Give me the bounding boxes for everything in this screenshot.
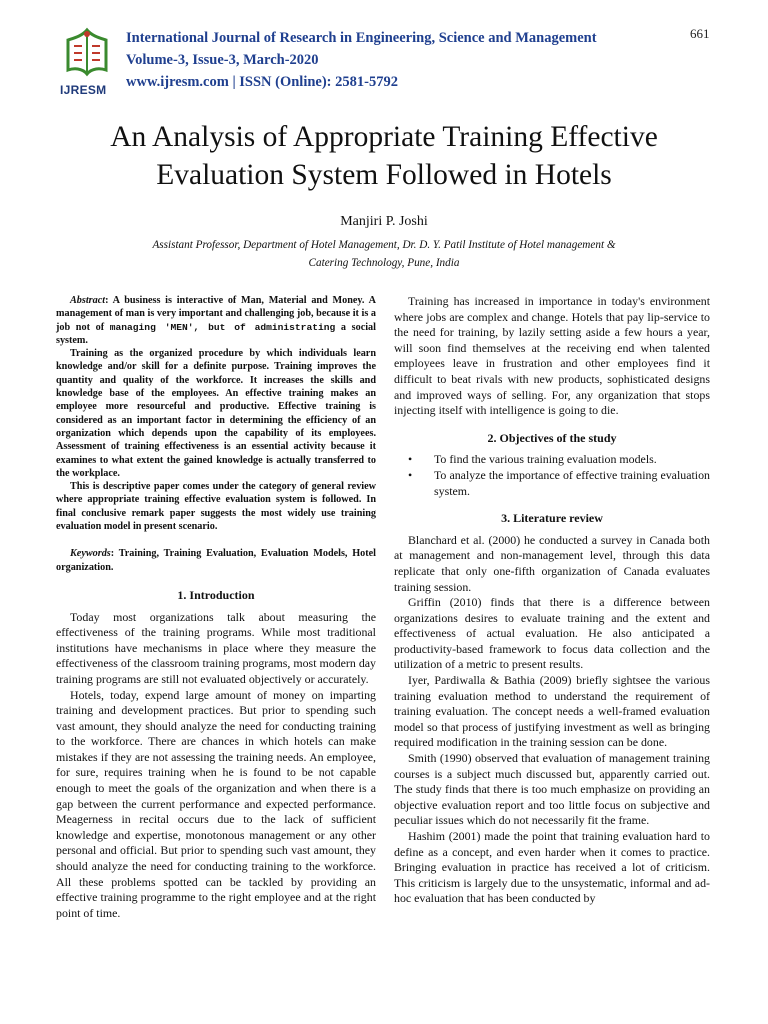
abstract-p1-end: a social system. xyxy=(56,321,376,346)
right-column xyxy=(394,294,710,907)
page-number: 661 xyxy=(690,26,710,41)
title-line-1: An Analysis of Appropriate Training Effective xyxy=(110,121,658,153)
author-name: Manjiri P. Joshi xyxy=(340,214,428,229)
literature-paragraph-5: Hashim (2001) made the point that training evaluation hard to define as a concept, and even harder when it comes to practice. Bringing evaluation in practice has received a lot of criticism. This criticism is largely due to the unsystematic, informal and ad-hoc evaluation that has been conducted by xyxy=(394,829,710,906)
abstract-p1-text: : A business is interactive of Man, Material and Money. A management of man is very important and challenging job, because it is a job not of xyxy=(56,295,376,333)
left-column xyxy=(56,294,376,921)
literature-paragraph-1: Blanchard et al. (2000) he conducted a survey in Canada both at management and non-management level, through this data replicate that only one-fifth organization of Canada evaluates training session. xyxy=(394,532,710,594)
introduction-paragraph-2: Hotels, today, expend large amount of money on imparting training and development practices. But prior to spending such vast amount, they should analyze the need for conducting training to the workforce. There are chances in which hotels can make mistakes if they are not assessing the training needs. An employee, for sure, requires training when he is found to be not capable enough to meet the goals of the organization and when there is a gap between the current performance and expected performance. Meagerness in recital occurs due to the lack of sufficient knowledge and expertise, monotonous management or any other personal and official. But prior to spending such vast amount, they should analyze the need for conducting training to the workforce. All these problems spotted can be tackled by providing an effective training programme to the right employee and at the right point of time. xyxy=(56,687,376,920)
list-item xyxy=(394,452,710,468)
literature-paragraph-2: Griffin (2010) finds that there is a difference between organizations desires to evaluate training and the extent and effectiveness of actual evaluation. He also anticipated a productivity-based framework to focus data collection and the utilization of a metric to present results. xyxy=(394,595,710,672)
author-affiliation xyxy=(100,236,668,272)
journal-name: International Journal of Research in Engineering, Science and Management xyxy=(126,30,597,46)
abstract-label: Abstract xyxy=(70,295,106,306)
title-line-2: Evaluation System Followed in Hotels xyxy=(156,159,612,191)
list-item xyxy=(394,468,710,499)
objectives-list xyxy=(394,452,710,499)
bullet-icon: • xyxy=(408,452,413,467)
journal-volume: Volume-3, Issue-3, March-2020 xyxy=(126,52,319,68)
training-paragraph: Training has increased in importance in today's environment where jobs are complex and change. Hotels that pay lip-service to the need for training, by lazily setting aside a few hours a year, will soon find themselves at the receiving end when talented employees leave in frustration and other employees find it difficult to beat rivals with new products, sophisticated designs and improved ways of selling. For, any organization that stops injecting itself with intelligence is going to die. xyxy=(394,294,710,418)
journal-logo-icon xyxy=(60,26,114,86)
objectives-heading: 2. Objectives of the study xyxy=(487,430,617,445)
literature-paragraph-3: Iyer, Pardiwalla & Bathia (2009) briefly sightsee the various training evaluation method to understand the requirement of training evaluation. The concept needs a well-framed evaluation model so that process of justifying investment as well as bringing required modification in the training session can be done. xyxy=(394,673,710,750)
keywords xyxy=(56,547,376,574)
journal-header xyxy=(0,0,768,100)
logo-text: IJRESM xyxy=(60,83,107,97)
literature-paragraph-4: Smith (1990) observed that evaluation of management training courses is a subject much discussed but, apparently carried out. The study finds that there is too much emphasize on providing an objective evaluation report and too little focus on subjective and peculiar issues which do not necessarily fit the frame. xyxy=(394,751,710,828)
keywords-label: Keywords xyxy=(70,548,111,560)
journal-website-issn: www.ijresm.com | ISSN (Online): 2581-5792 xyxy=(126,74,398,90)
affiliation-line-2: Catering Technology, Pune, India xyxy=(308,257,460,269)
introduction-heading: 1. Introduction xyxy=(177,587,255,602)
abstract-paragraph-1 xyxy=(56,294,376,347)
affiliation-line-1: Assistant Professor, Department of Hotel Management, Dr. D. Y. Patil Institute of Hotel management & xyxy=(152,239,616,251)
abstract-phrase: managing 'MEN', but of administrating xyxy=(109,321,336,333)
abstract-paragraph-2: Training as the organized procedure by which individuals learn knowledge and/or skill for a definite purpose. Training improves the quantity and quality of the workforce. It increases the skills and knowledge base of the employees. An effective training makes an employee more resourceful and productive. Effective training is considered as an important factor in determining the efficiency of an organization which depends upon the capability of its employees. Assessment of training effectiveness is an essential activity because it examines to what extent the gained knowledge is actually transferred to the workplace. xyxy=(56,348,376,479)
keywords-text: : Training, Training Evaluation, Evaluation Models, Hotel organization. xyxy=(56,548,376,573)
abstract xyxy=(56,294,376,533)
journal-info xyxy=(126,27,597,93)
bullet-icon: • xyxy=(408,467,413,482)
abstract-paragraph-3: This is descriptive paper comes under the category of general review where appropriate training effective evaluation system is followed. In final conclusive remark paper suggests the most widely use training evaluation model in present scenario. xyxy=(56,481,376,533)
paper-title xyxy=(40,118,728,194)
objective-text: To analyze the importance of effective training evaluation system. xyxy=(434,467,710,498)
introduction-paragraph-1: Today most organizations talk about measuring the effectiveness of the training programs. While most traditional institutions have mechanisms in place where they measure the effectiveness of the classroom training programs, most modern day training programs are still not evaluated objectively or accurately. xyxy=(56,609,376,686)
literature-heading: 3. Literature review xyxy=(501,511,603,526)
objective-text: To find the various training evaluation models. xyxy=(434,452,657,467)
